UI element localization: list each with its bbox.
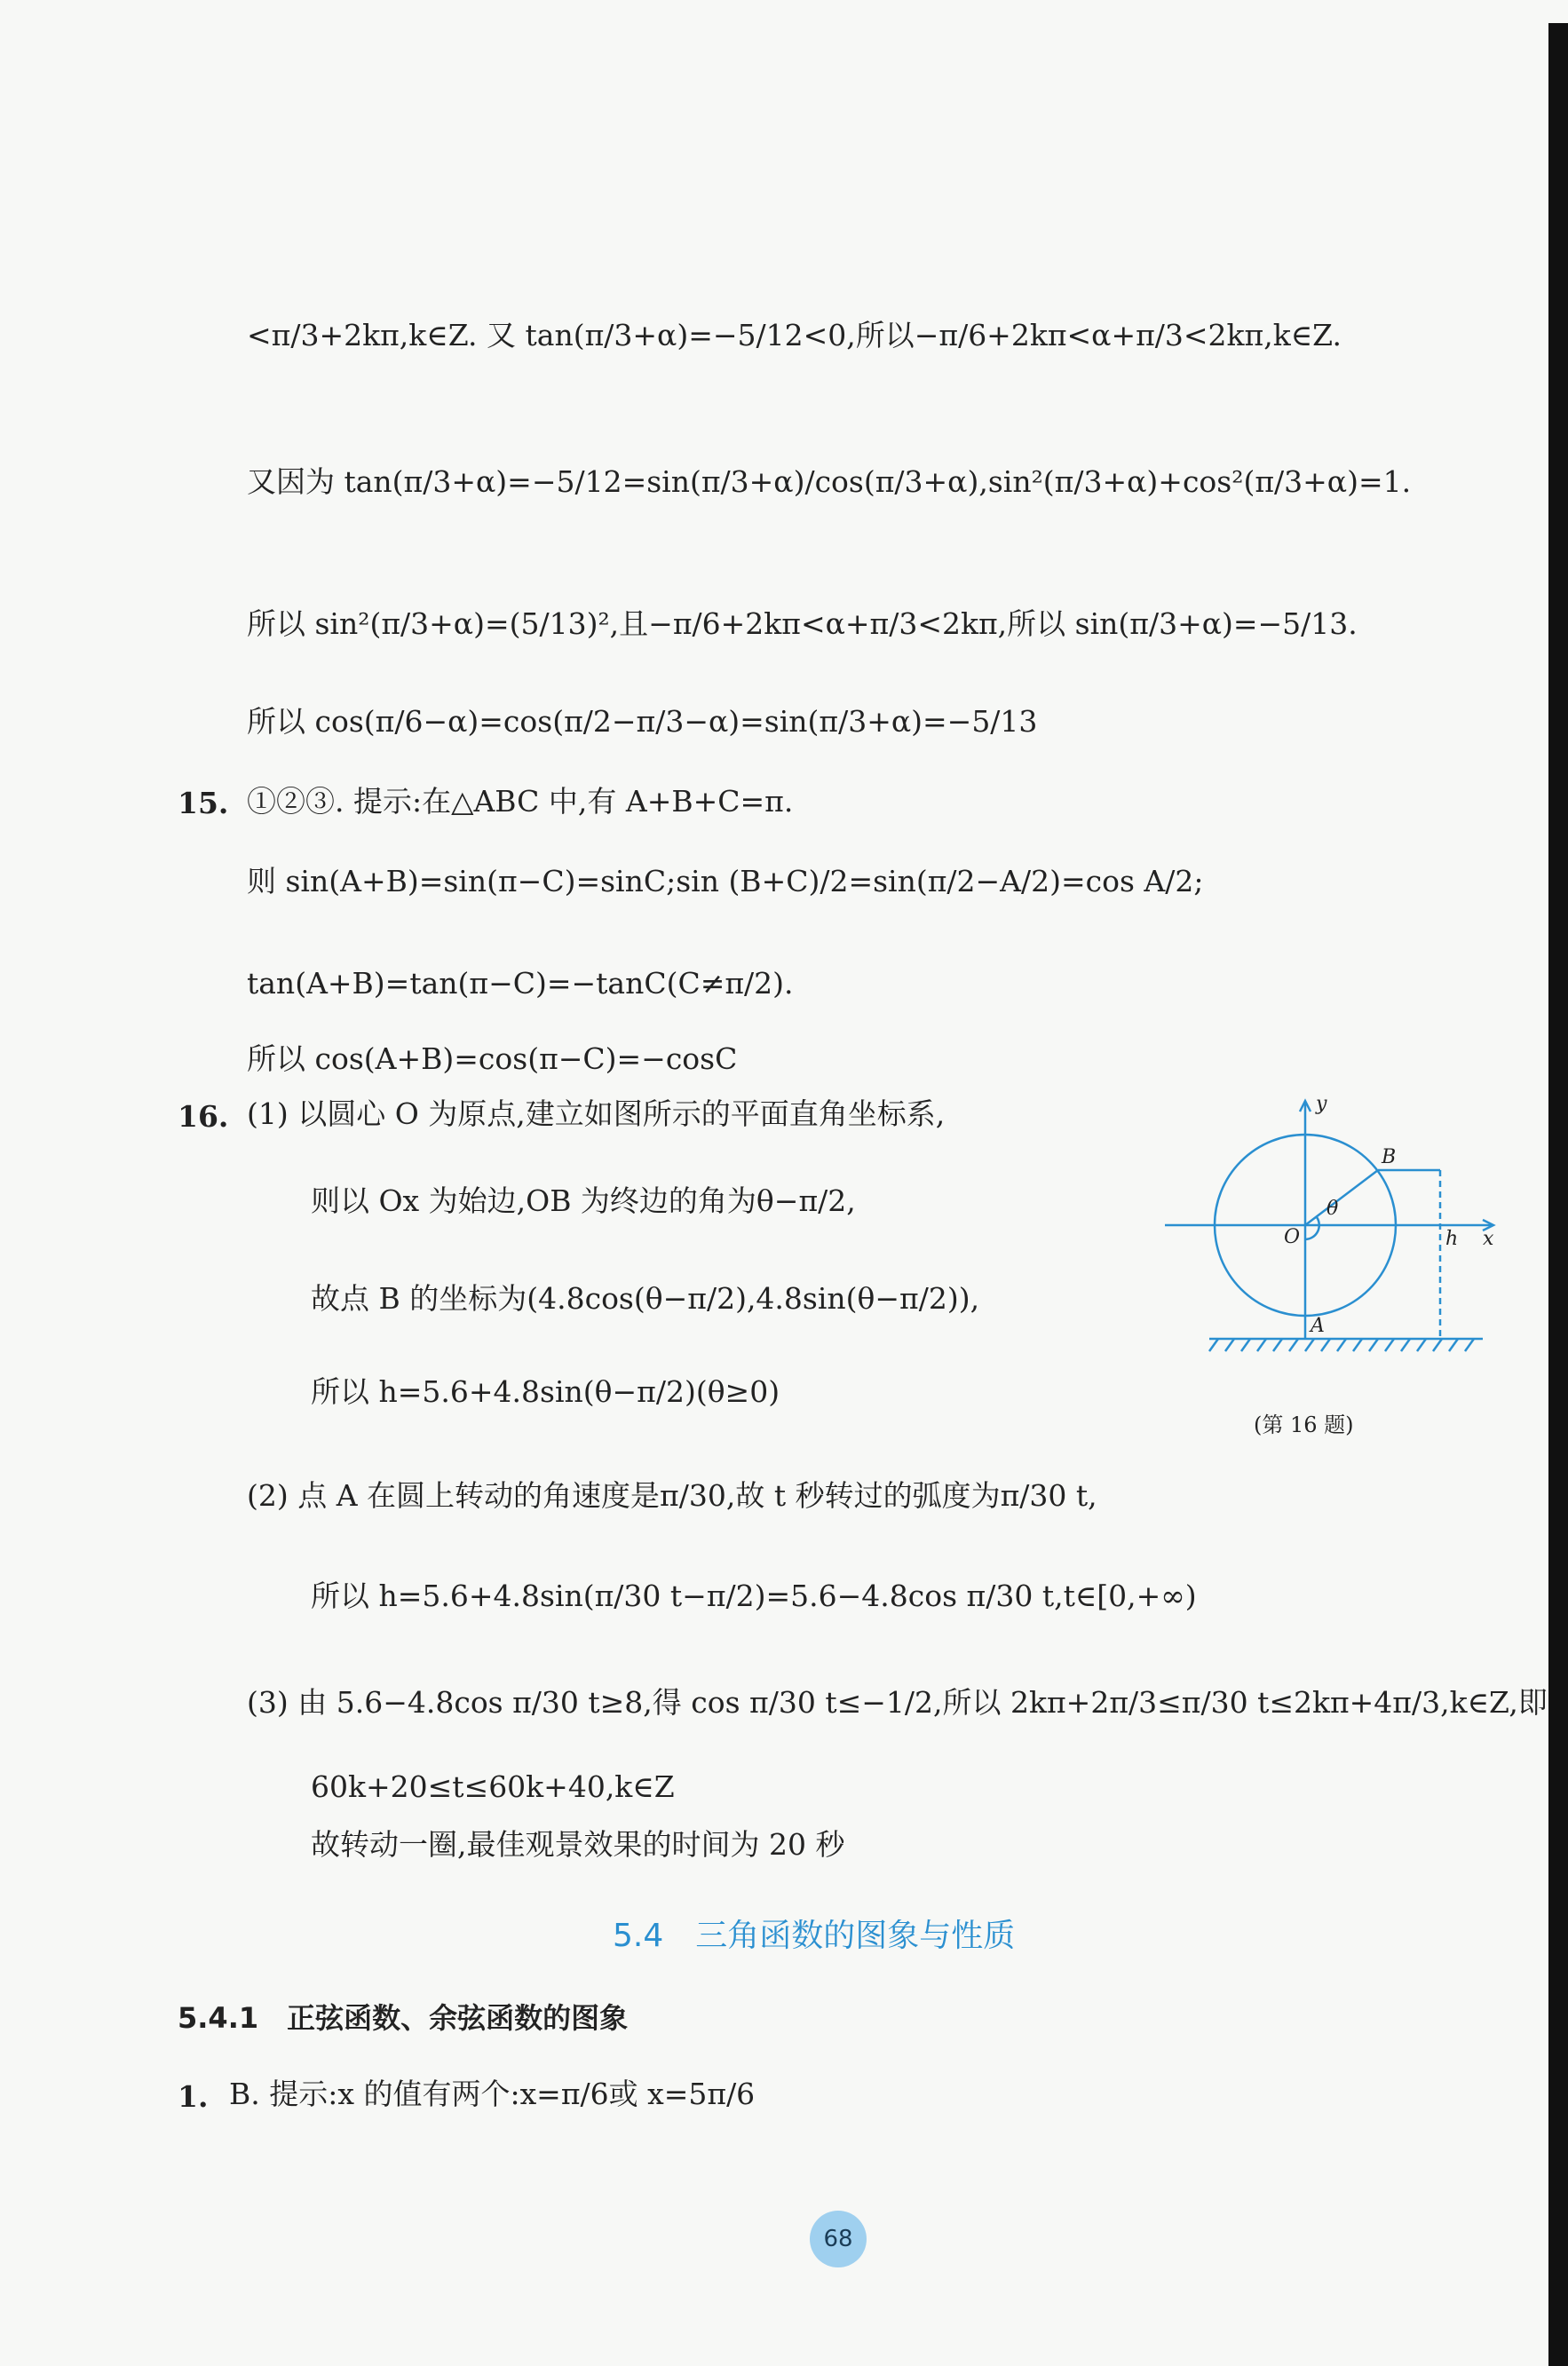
question-15-number: 15. xyxy=(178,786,229,820)
q16-part2-line-b: 所以 h=5.6+4.8sin(π/30 t−π/2)=5.6−4.8cos π/30 t,t∈[0,+∞) xyxy=(311,1579,1197,1613)
q15-line-b: 则 sin(A+B)=sin(π−C)=sinC;sin (B+C)/2=sin(π/2−A/2)=cos A/2; xyxy=(247,864,1204,898)
section-title: 5.4 三角函数的图象与性质 xyxy=(613,1918,1016,1954)
label-y: y xyxy=(1316,1093,1327,1115)
label-o: O xyxy=(1284,1226,1301,1248)
solution-line-2: 又因为 tan(π/3+α)=−5/12=sin(π/3+α)/cos(π/3+α),sin²(π/3+α)+cos²(π/3+α)=1. xyxy=(247,464,1412,499)
q16-part3-line-c: 故转动一圈,最佳观景效果的时间为 20 秒 xyxy=(311,1827,845,1862)
q15-line-c: tan(A+B)=tan(π−C)=−tanC(C≠π/2). xyxy=(247,966,794,1001)
q16-part1-line-a: (1) 以圆心 O 为原点,建立如图所示的平面直角坐标系, xyxy=(247,1096,946,1131)
q15-answer: ①②③. 提示:在△ABC 中,有 A+B+C=π. xyxy=(247,784,794,819)
label-x: x xyxy=(1483,1228,1494,1250)
q16-part1-line-b: 则以 Ox 为始边,OB 为终边的角为θ−π/2, xyxy=(311,1183,856,1218)
solution-line-3: 所以 sin²(π/3+α)=(5/13)²,且−π/6+2kπ<α+π/3<2kπ,所以 sin(π/3+α)=−5/13. xyxy=(247,606,1358,641)
label-b: B xyxy=(1382,1146,1397,1168)
label-h: h xyxy=(1445,1228,1459,1250)
question-1-number: 1. xyxy=(178,2079,209,2114)
subsection-title: 5.4.1 正弦函数、余弦函数的图象 xyxy=(178,2001,629,2035)
ground-hatching xyxy=(1209,1339,1474,1351)
q1-answer: B. 提示:x 的值有两个:x=π/6或 x=5π/6 xyxy=(229,2077,756,2111)
rotation-diagram xyxy=(1163,1092,1509,1376)
q16-part1-line-d: 所以 h=5.6+4.8sin(θ−π/2)(θ≥0) xyxy=(311,1374,780,1409)
q15-line-d: 所以 cos(A+B)=cos(π−C)=−cosC xyxy=(247,1041,738,1076)
figure-caption: (第 16 题) xyxy=(1254,1412,1354,1437)
page-edge-bar xyxy=(1548,23,1568,2366)
solution-line-4: 所以 cos(π/6−α)=cos(π/2−π/3−α)=sin(π/3+α)=−5/13 xyxy=(247,704,1038,739)
page-number: 68 xyxy=(810,2211,867,2267)
q16-part2-line-a: (2) 点 A 在圆上转动的角速度是π/30,故 t 秒转过的弧度为π/30 t, xyxy=(247,1478,1097,1513)
radius-ob xyxy=(1305,1170,1378,1225)
solution-line-1: <π/3+2kπ,k∈Z. 又 tan(π/3+α)=−5/12<0,所以−π/6+2kπ<α+π/3<2kπ,k∈Z. xyxy=(247,318,1342,352)
q16-part1-line-c: 故点 B 的坐标为(4.8cos(θ−π/2),4.8sin(θ−π/2)), xyxy=(311,1281,980,1316)
question-16-number: 16. xyxy=(178,1099,229,1134)
label-a: A xyxy=(1311,1315,1325,1337)
q16-part3-line-b: 60k+20≤t≤60k+40,k∈Z xyxy=(311,1769,675,1804)
q16-part3-line-a: (3) 由 5.6−4.8cos π/30 t≥8,得 cos π/30 t≤−1/2,所以 2kπ+2π/3≤π/30 t≤2kπ+4π/3,k∈Z,即 xyxy=(247,1685,1548,1720)
label-theta: θ xyxy=(1326,1198,1339,1220)
